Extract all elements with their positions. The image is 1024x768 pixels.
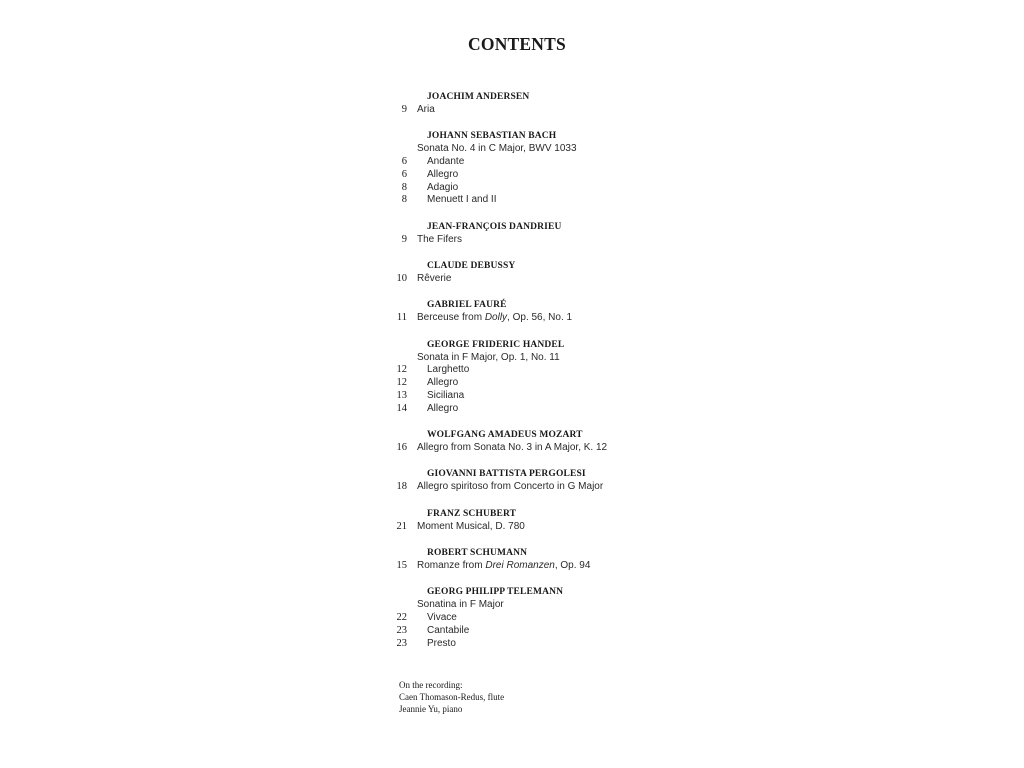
page-number — [390, 599, 417, 612]
movement-entry — [390, 612, 690, 625]
work-entry — [390, 273, 690, 286]
page-number: 9 — [401, 233, 407, 245]
page-number: 6 — [401, 168, 407, 180]
performer-piano: Jeannie Yu, piano — [399, 704, 463, 714]
page-number: 10 — [396, 273, 407, 285]
movement-entry — [390, 377, 690, 390]
composer-section — [390, 221, 690, 247]
composer-section — [390, 299, 690, 325]
composer-name: ROBERT SCHUMANN — [427, 548, 528, 559]
work-entry — [390, 560, 690, 573]
composer-name: CLAUDE DEBUSSY — [427, 261, 516, 272]
entry-title: Andante — [427, 156, 465, 168]
movement-entry — [390, 169, 690, 182]
entry-title: Allegro from Sonata No. 3 in A Major, K. 12 — [417, 442, 608, 454]
composer-name: FRANZ SCHUBERT — [427, 508, 517, 519]
work-entry — [390, 599, 690, 612]
movement-entry — [390, 182, 690, 195]
page-number: 8 — [401, 181, 407, 193]
entry-title: The Fifers — [417, 233, 463, 245]
entry-title: Allegro — [427, 402, 459, 414]
entry-title: Rêverie — [417, 273, 452, 285]
recording-credits — [399, 679, 504, 715]
movement-entry — [390, 194, 690, 207]
work-entry — [390, 143, 690, 156]
movement-entry — [390, 625, 690, 638]
composer-section — [390, 586, 690, 650]
work-entry — [390, 234, 690, 247]
movement-entry — [390, 390, 690, 403]
composer-section — [390, 547, 690, 573]
entry-title: Cantabile — [427, 624, 470, 636]
movement-entry — [390, 364, 690, 377]
work-entry — [390, 352, 690, 365]
recording-heading: On the recording: — [399, 680, 463, 690]
page-number: 6 — [401, 156, 407, 168]
entry-title: Presto — [427, 637, 456, 649]
page-number — [390, 143, 417, 156]
composer-name: GEORGE FRIDERIC HANDEL — [427, 339, 565, 350]
page-number: 23 — [396, 637, 407, 649]
performer-flute: Caen Thomason-Redus, flute — [399, 692, 505, 702]
entry-title: Moment Musical, D. 780 — [417, 520, 525, 532]
composer-section — [390, 508, 690, 534]
table-of-contents — [390, 91, 690, 664]
composer-section — [390, 130, 690, 207]
entry-title: Vivace — [427, 612, 457, 624]
page-number: 15 — [396, 560, 407, 572]
work-entry — [390, 442, 690, 455]
page-number: 21 — [396, 520, 407, 532]
movement-entry — [390, 156, 690, 169]
composer-section — [390, 91, 690, 117]
page-number — [390, 352, 417, 365]
composer-name: GABRIEL FAURÉ — [427, 300, 507, 311]
work-entry — [390, 104, 690, 117]
entry-title: Menuett I and II — [427, 194, 497, 206]
composer-section — [390, 339, 690, 416]
entry-title: Allegro — [427, 168, 459, 180]
page-number: 14 — [396, 402, 407, 414]
composer-name: JOHANN SEBASTIAN BACH — [427, 131, 557, 142]
page-number: 22 — [396, 612, 407, 624]
entry-title: Berceuse from Dolly, Op. 56, No. 1 — [417, 312, 573, 324]
page-number: 13 — [396, 390, 407, 402]
work-entry — [390, 521, 690, 534]
page-title: CONTENTS — [468, 34, 566, 54]
movement-entry — [390, 638, 690, 651]
page-number: 16 — [396, 442, 407, 454]
entry-title: Romanze from Drei Romanzen, Op. 94 — [417, 560, 591, 572]
composer-name: JOACHIM ANDERSEN — [427, 92, 530, 102]
page-number: 12 — [396, 377, 407, 389]
entry-title: Adagio — [427, 181, 459, 193]
composer-name: GEORG PHILIPP TELEMANN — [427, 587, 564, 598]
composer-name: JEAN-FRANÇOIS DANDRIEU — [427, 221, 562, 232]
page-number: 18 — [396, 481, 407, 493]
movement-entry — [390, 403, 690, 416]
composer-section — [390, 468, 690, 494]
entry-title: Aria — [417, 104, 435, 115]
entry-title: Sonatina in F Major — [417, 599, 504, 611]
page-number: 23 — [396, 624, 407, 636]
composer-name: WOLFGANG AMADEUS MOZART — [427, 430, 583, 441]
page-number: 12 — [396, 364, 407, 376]
page-number: 8 — [401, 194, 407, 206]
page-number: 11 — [396, 312, 407, 324]
entry-title: Siciliana — [427, 390, 465, 402]
composer-section — [390, 260, 690, 286]
page-number: 9 — [401, 104, 407, 115]
entry-title: Sonata in F Major, Op. 1, No. 11 — [417, 351, 560, 363]
composer-section — [390, 429, 690, 455]
entry-title: Sonata No. 4 in C Major, BWV 1033 — [417, 143, 577, 155]
entry-title: Allegro — [427, 377, 459, 389]
entry-title: Allegro spiritoso from Concerto in G Major — [417, 481, 604, 493]
work-entry — [390, 481, 690, 494]
entry-title: Larghetto — [427, 364, 470, 376]
work-entry — [390, 312, 690, 325]
composer-name: GIOVANNI BATTISTA PERGOLESI — [427, 469, 586, 480]
